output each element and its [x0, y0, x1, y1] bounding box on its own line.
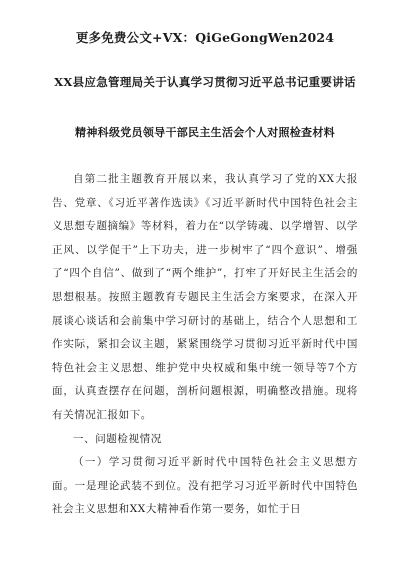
document-subtitle: 精神科级党员领导干部民主生活会个人对照检查材料	[75, 126, 335, 139]
header-banner: 更多免费公文+VX：QiGeGongWen2024	[75, 30, 335, 45]
intro-paragraph: 自第二批主题教育开展以来，我认真学习了党的XX大报告、党章、《习近平著作选读》《习近平新时代中国特色社会主义思想专题摘编》等材料，着力在“以学铸魂、以学增智、以学正风、以学促干”上下功夫，进一步树牢了“四个意识”、增强了“四个自信”、做到了“两个维护”，打牢了开好民主生活会的思想根基。按照主题教育专题民主生活会方案要求，在深入开展谈心谈话和会前集中学习研讨的基础上，结合个人思想和工作实际，紧扣会议主题，紧紧围绕学习贯彻习近平新时代中国特色社会主义思想、维护党中央权威和集中统一领导等7个方面，认真查摆存在问题，剖析问题根源，明确整改措施。现将有关情况汇报如下。	[52, 173, 358, 421]
document-body	[52, 168, 358, 522]
sub-paragraph: （一）学习贯彻习近平新时代中国特色社会主义思想方面。一是理论武装不到位。没有把学习习近平新时代中国特色社会主义思想和XX大精神看作第一要务，如忙于日	[52, 456, 358, 516]
section-heading: 一、问题检视情况	[73, 432, 162, 445]
document-title: XX县应急管理局关于认真学习贯彻习近平总书记重要讲话	[54, 75, 356, 89]
